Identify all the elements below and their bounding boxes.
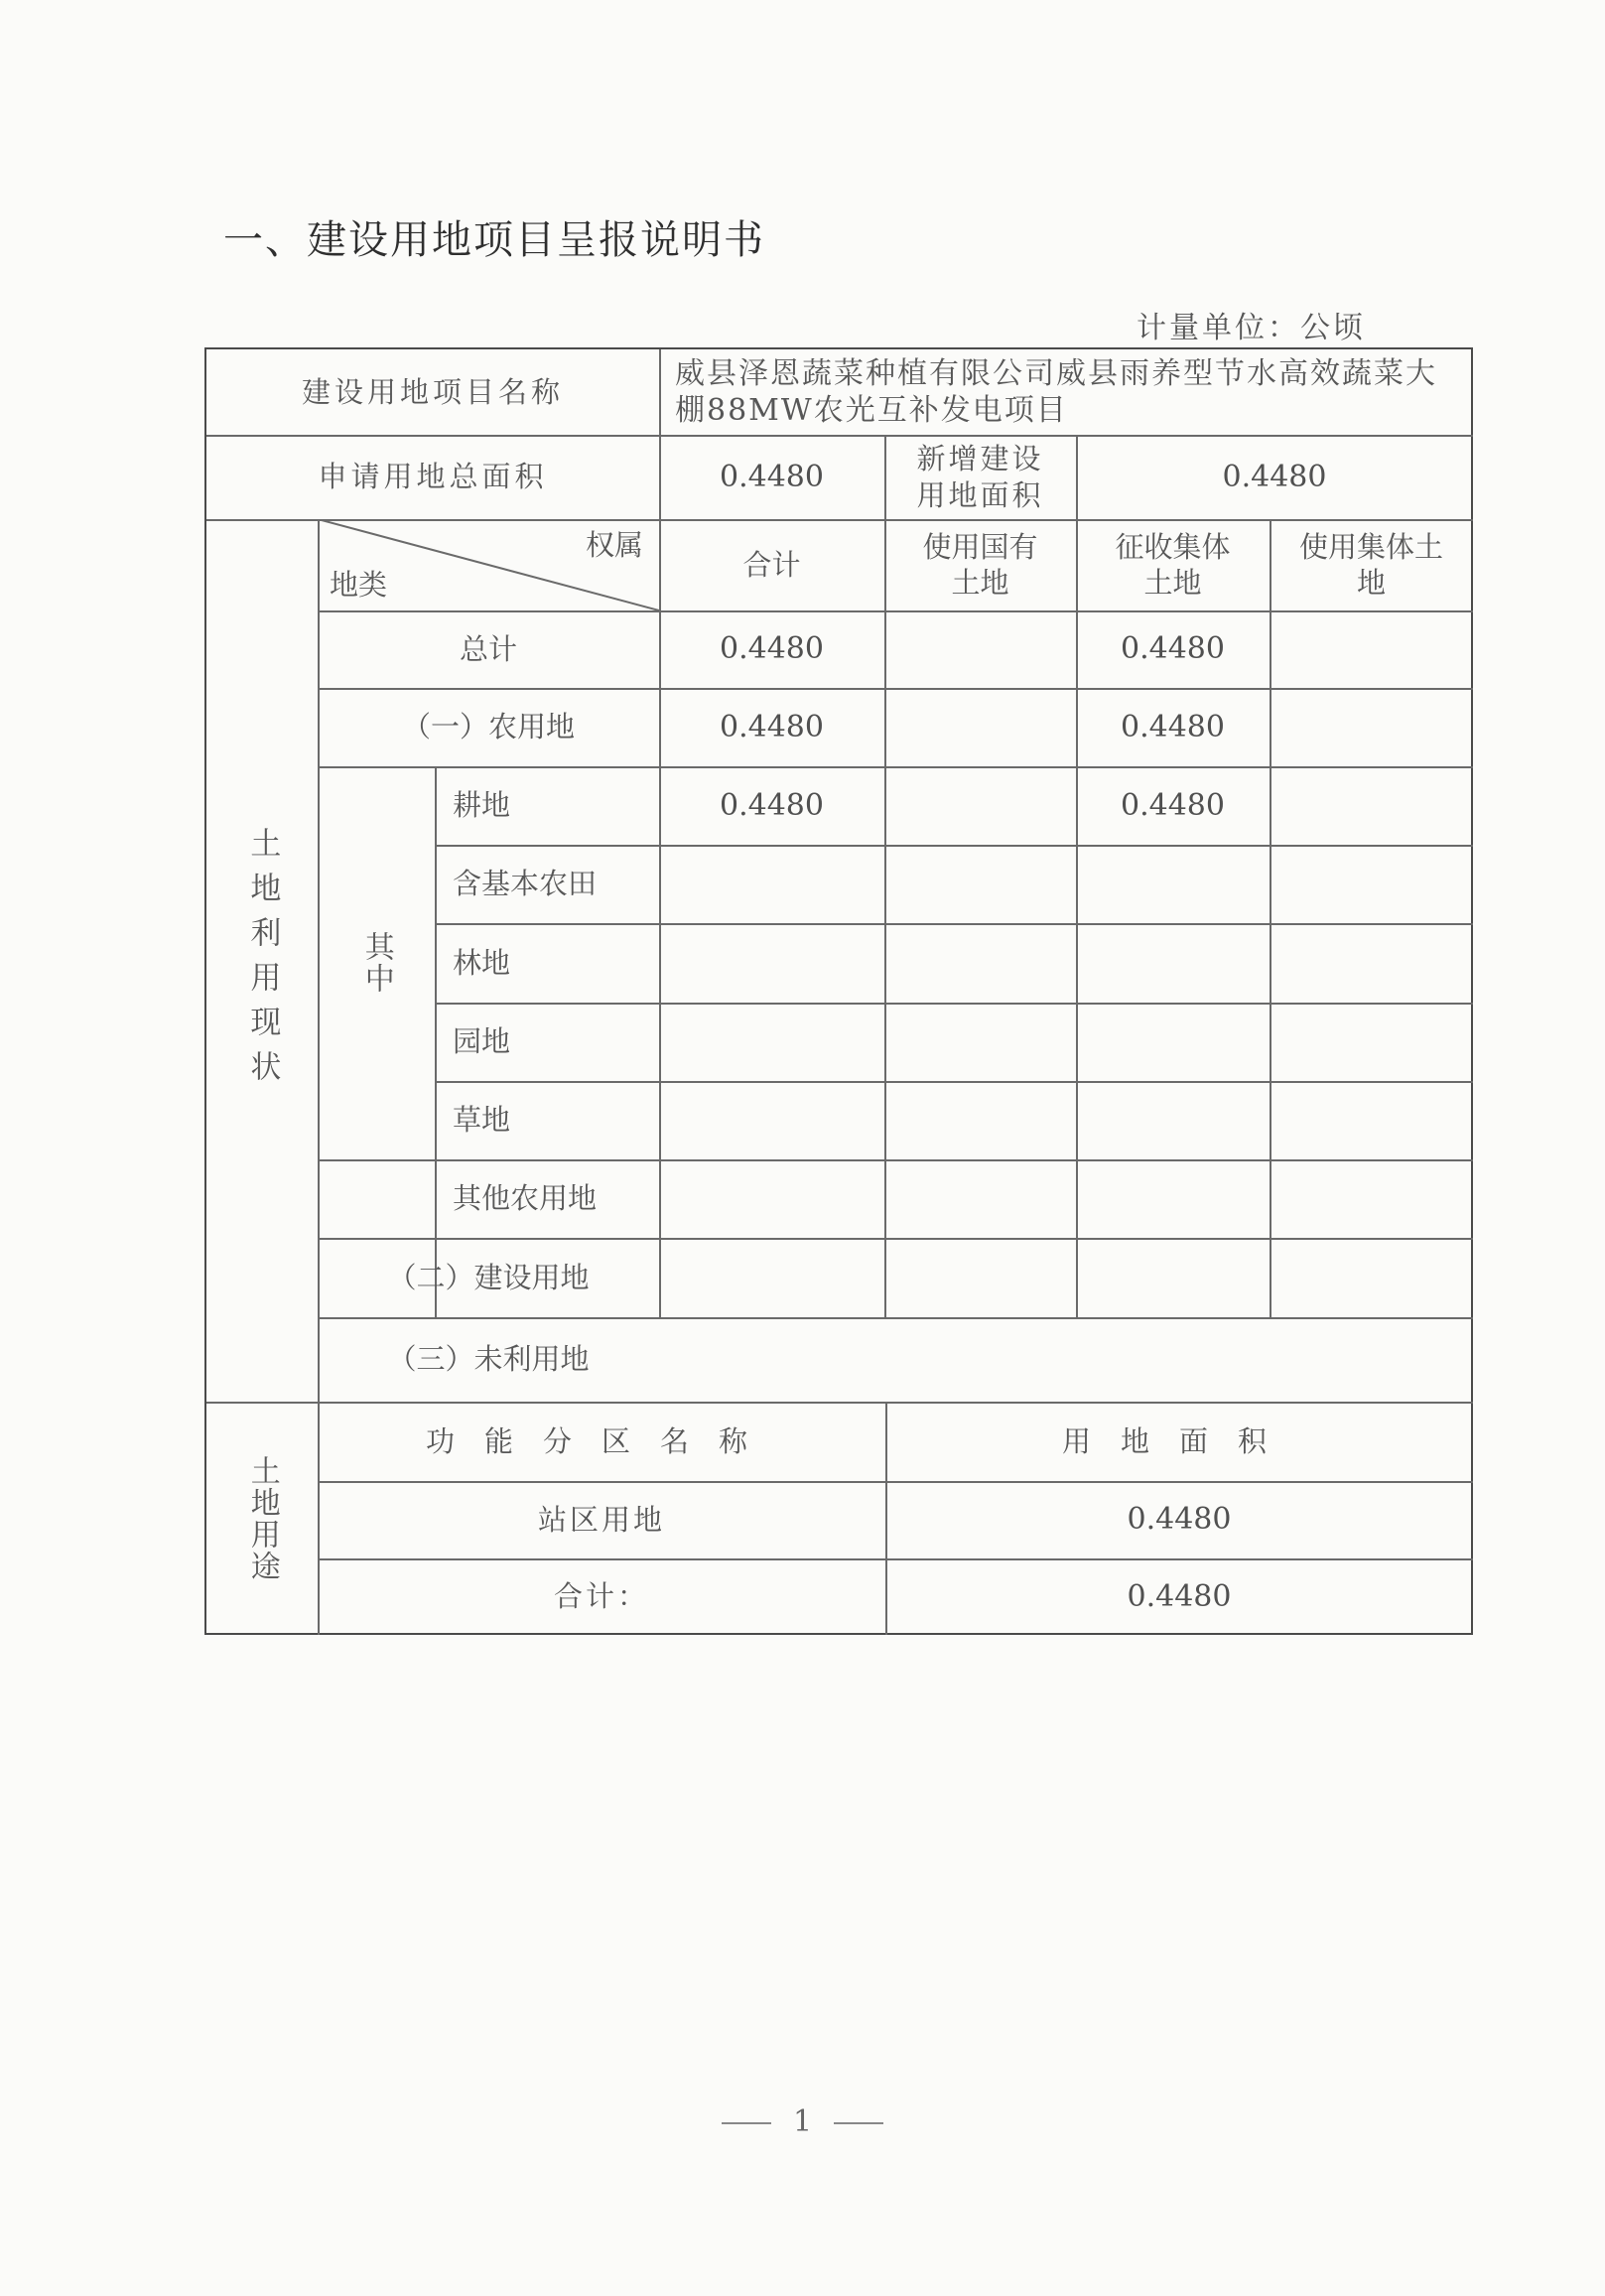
land-use-form [204,347,1473,1635]
row-label-total: 总计 [459,631,517,666]
use-header-area: 用地面积 [1061,1423,1296,1458]
row-agricultural-expropriated: 0.4480 [1121,709,1225,744]
page-number [0,2104,1605,2139]
col-header-total: 合计 [742,547,801,582]
total-area-label: 申请用地总面积 [318,460,548,494]
row-label-unused: （三）未利用地 [387,1342,590,1377]
row-label-forest: 林地 [453,945,511,980]
row-total-expropriated: 0.4480 [1121,631,1225,667]
col-header-state: 使用国有土地 [922,529,1038,600]
page-number-text: 1 [792,2104,813,2139]
col-header-expropriated: 征收集体土地 [1115,529,1231,600]
use-row-total-area: 0.4480 [1127,1578,1232,1614]
unit-label: 计量单位：公顷 [1137,311,1366,345]
row-label-cultivated: 耕地 [453,788,511,823]
use-header-name: 功能分区名称 [425,1423,777,1458]
land-use-label: 土地用途 [244,1454,280,1582]
new-area-value: 0.4480 [1222,459,1327,494]
landtype-header: 地类 [330,567,388,602]
row-total-state [884,610,1076,688]
ownership-header: 权属 [585,527,643,562]
total-area-value: 0.4480 [720,459,824,494]
row-cultivated-state [884,766,1076,845]
row-label-grassland: 草地 [453,1103,511,1138]
project-name-value: 威县泽恩蔬菜种植有限公司威县雨养型节水高效蔬菜大棚88MW农光互补发电项目 [675,355,1437,428]
row-label-other-agricultural: 其他农用地 [453,1181,598,1216]
page-title: 一、建设用地项目呈报说明书 [223,217,765,263]
row-label-basic-farmland: 含基本农田 [453,867,598,901]
row-label-construction: （二）建设用地 [387,1260,590,1294]
row-label-garden: 园地 [453,1024,511,1059]
row-agricultural-sum: 0.4480 [720,709,824,744]
use-row-station-name: 站区用地 [537,1502,665,1537]
use-row-total-name: 合计： [553,1579,649,1614]
row-total-sum: 0.4480 [720,631,824,667]
sub-group-label: 其中 [358,931,394,995]
row-cultivated-expropriated: 0.4480 [1121,787,1225,823]
new-area-label: 新增建设用地面积 [916,442,1044,512]
use-row-station-area: 0.4480 [1127,1502,1232,1538]
row-cultivated-sum: 0.4480 [720,787,824,823]
row-agricultural-state [884,688,1076,766]
project-name-label: 建设用地项目名称 [301,374,564,409]
col-header-collective: 使用集体土地 [1298,529,1443,600]
land-status-label: 土地利用现状 [244,826,281,1095]
row-total-collective [1270,610,1473,688]
row-agricultural-collective [1270,688,1473,766]
row-label-agricultural: （一）农用地 [401,710,575,744]
row-cultivated-collective [1270,766,1473,845]
